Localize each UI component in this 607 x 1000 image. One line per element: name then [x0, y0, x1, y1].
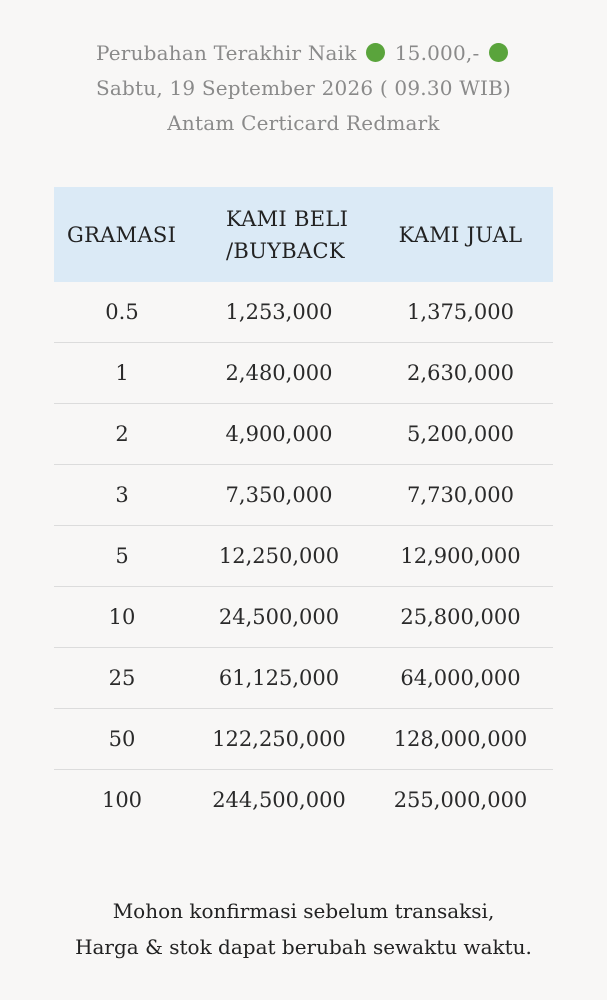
- disclaimer-line-2: Harga & stok dapat berubah sewaktu waktu.: [75, 935, 532, 959]
- cell-buyback-price: 2,480,000: [190, 343, 368, 404]
- cell-gramasi: 5: [54, 526, 190, 587]
- cell-sell-price: 64,000,000: [368, 648, 553, 709]
- table-row: [54, 465, 553, 526]
- cell-buyback-price: 61,125,000: [190, 648, 368, 709]
- cell-sell-price: 25,800,000: [368, 587, 553, 648]
- table-row: [54, 587, 553, 648]
- cell-gramasi: 25: [54, 648, 190, 709]
- cell-buyback-price: 244,500,000: [212, 788, 346, 812]
- table-row: [54, 526, 553, 587]
- green-circle-icon: [366, 43, 385, 62]
- table-row: [54, 404, 553, 465]
- cell-sell-price: 1,375,000: [368, 282, 553, 343]
- cell-gramasi: 2: [54, 404, 190, 465]
- table-row: [54, 648, 553, 709]
- cell-gramasi: 100: [101, 788, 143, 812]
- update-date: Sabtu, 19 September 2026 ( 09.30 WIB): [96, 76, 511, 100]
- cell-buyback-price: 4,900,000: [190, 404, 368, 465]
- price-change-line: [0, 36, 607, 71]
- cell-buyback-price: 7,350,000: [190, 465, 368, 526]
- column-header-gramasi: GRAMASI: [54, 187, 190, 282]
- cell-sell-price: 255,000,000: [393, 788, 528, 812]
- table-header-row: [54, 187, 553, 282]
- table-row: [54, 282, 553, 343]
- price-change-label: Perubahan Terakhir Naik: [96, 41, 357, 65]
- table-row: [54, 709, 553, 770]
- cell-gramasi: 1: [54, 343, 190, 404]
- cell-buyback-price: 122,250,000: [190, 709, 368, 770]
- cell-sell-price: 2,630,000: [368, 343, 553, 404]
- table-row: [54, 343, 553, 404]
- buyback-header-line-1: KAMI BELI: [226, 206, 349, 231]
- cell-buyback-price: 24,500,000: [190, 587, 368, 648]
- cell-sell-price: 5,200,000: [368, 404, 553, 465]
- cell-sell-price: 12,900,000: [368, 526, 553, 587]
- cell-sell-price: 7,730,000: [368, 465, 553, 526]
- cell-gramasi: 50: [54, 709, 190, 770]
- cell-gramasi: 3: [54, 465, 190, 526]
- cell-buyback-price: 1,253,000: [190, 282, 368, 343]
- price-change-amount: 15.000,-: [394, 41, 480, 65]
- gold-price-table: [54, 187, 553, 830]
- column-header-jual: KAMI JUAL: [368, 187, 553, 282]
- disclaimer: [0, 893, 607, 965]
- disclaimer-line-1: Mohon konfirmasi sebelum transaksi,: [112, 899, 495, 923]
- cell-gramasi: 0.5: [54, 282, 190, 343]
- product-name: Antam Certicard Redmark: [167, 111, 440, 135]
- buyback-header-line-2: /BUYBACK: [226, 238, 345, 263]
- column-header-buyback: [190, 187, 368, 282]
- cell-sell-price: 128,000,000: [368, 709, 553, 770]
- cell-buyback-price: 12,250,000: [190, 526, 368, 587]
- price-update-header: [0, 36, 607, 141]
- cell-gramasi: 10: [54, 587, 190, 648]
- green-circle-icon: [489, 43, 508, 62]
- table-row: [54, 770, 553, 831]
